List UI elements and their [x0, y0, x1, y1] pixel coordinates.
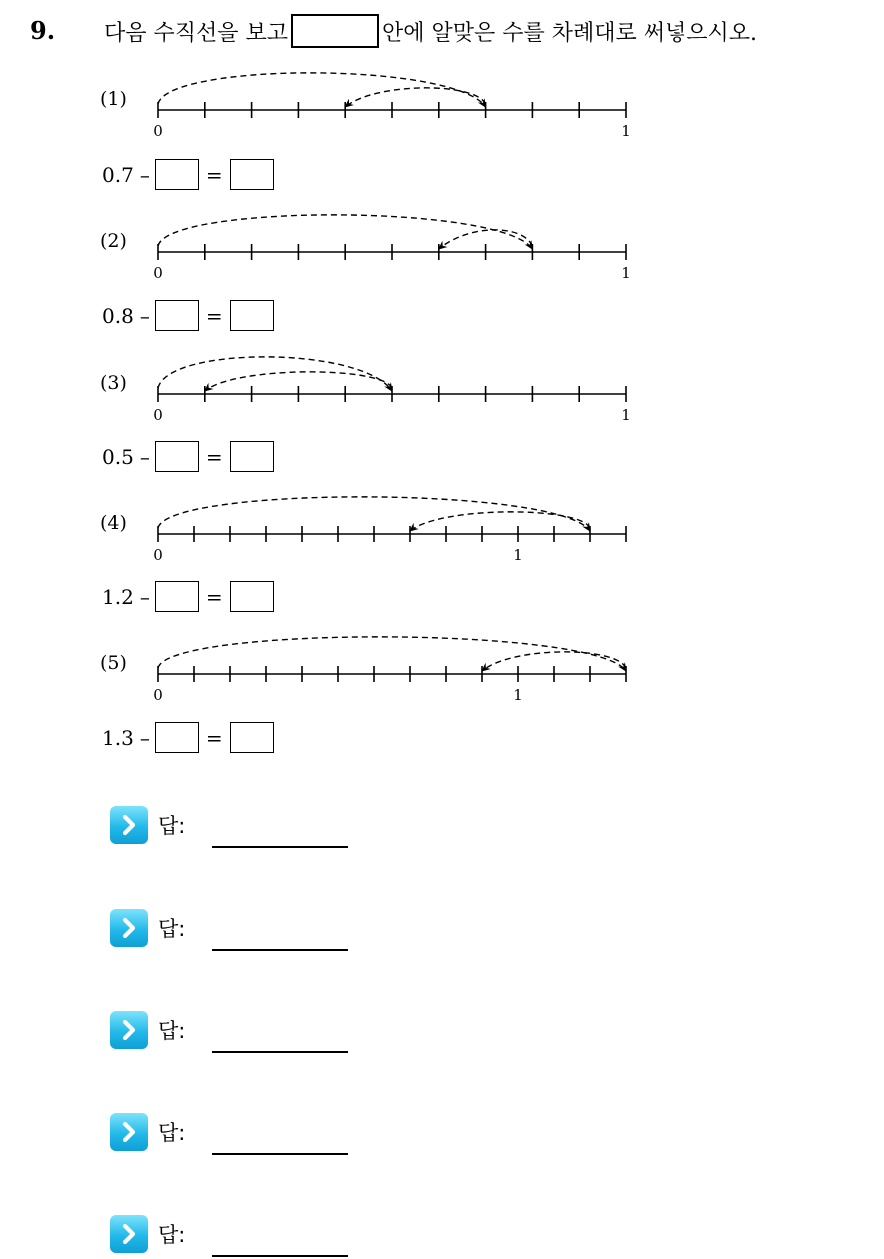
chevron-right-icon: [110, 1011, 148, 1049]
jump-arc-backward: [345, 88, 485, 107]
tick-label: 1: [621, 406, 631, 424]
answer-blank-line[interactable]: [212, 1153, 348, 1155]
problem-label: (2): [100, 230, 127, 252]
tick-label: 0: [153, 686, 163, 704]
answer-blank-line[interactable]: [212, 949, 348, 951]
jump-arc-forward: [158, 497, 590, 531]
tick-label: 1: [513, 686, 523, 704]
number-line-svg: [150, 200, 634, 300]
problem-label: (4): [100, 512, 127, 534]
equals-sign: =: [205, 162, 223, 187]
equation-start-value: 1.2: [102, 584, 134, 609]
jump-arc-forward: [158, 73, 486, 107]
tick-label: 0: [153, 122, 163, 140]
answer-label: 답:: [158, 1019, 186, 1043]
number-line-svg: [150, 342, 634, 442]
answer-label: 답:: [158, 1223, 186, 1247]
answer-box-subtrahend[interactable]: [155, 441, 199, 472]
equals-sign: =: [205, 584, 223, 609]
equals-sign: =: [205, 444, 223, 469]
number-line-svg: [150, 482, 634, 582]
blank-box-example: [291, 14, 379, 48]
answer-row: [110, 909, 185, 947]
problem-label: (3): [100, 372, 127, 394]
answer-row: [110, 1011, 185, 1049]
equation-start-value: 0.7: [102, 162, 134, 187]
minus-sign: –: [139, 584, 150, 609]
question-number: 9.: [30, 16, 56, 45]
prompt-text-after: 안에 알맞은 수를 차례대로 써넣으시오.: [382, 21, 758, 46]
answer-label: 답:: [158, 917, 186, 941]
number-line-svg: [150, 622, 634, 722]
answer-blank-line[interactable]: [212, 1255, 348, 1257]
answer-blank-line[interactable]: [212, 846, 348, 848]
answer-box-subtrahend[interactable]: [155, 300, 199, 331]
chevron-right-icon: [110, 1215, 148, 1253]
problem-label: (1): [100, 88, 127, 110]
chevron-right-icon: [110, 909, 148, 947]
minus-sign: –: [139, 162, 150, 187]
equation-row: [102, 581, 274, 612]
prompt-text-before: 다음 수직선을 보고: [104, 21, 289, 46]
minus-sign: –: [139, 444, 150, 469]
answer-box-result[interactable]: [230, 581, 274, 612]
jump-arc-forward: [158, 637, 626, 671]
answer-label: 답:: [158, 814, 186, 838]
number-line: [150, 58, 634, 158]
tick-label: 1: [513, 546, 523, 564]
answer-box-subtrahend[interactable]: [155, 581, 199, 612]
answer-box-result[interactable]: [230, 441, 274, 472]
equation-row: [102, 441, 274, 472]
equals-sign: =: [205, 725, 223, 750]
answer-blank-line[interactable]: [212, 1051, 348, 1053]
number-line-svg: [150, 58, 634, 158]
number-line: [150, 200, 634, 300]
question-prompt: [104, 16, 757, 51]
number-line: [150, 342, 634, 442]
answer-box-subtrahend[interactable]: [155, 159, 199, 190]
tick-label: 0: [153, 264, 163, 282]
answer-label: 답:: [158, 1121, 186, 1145]
tick-label: 0: [153, 546, 163, 564]
answer-box-result[interactable]: [230, 722, 274, 753]
equation-start-value: 0.5: [102, 444, 134, 469]
answer-box-result[interactable]: [230, 300, 274, 331]
tick-label: 1: [621, 264, 631, 282]
equation-start-value: 1.3: [102, 725, 134, 750]
chevron-right-icon: [110, 806, 148, 844]
answer-row: [110, 1215, 185, 1253]
chevron-right-icon: [110, 1113, 148, 1151]
answer-box-result[interactable]: [230, 159, 274, 190]
answer-row: [110, 1113, 185, 1151]
answer-box-subtrahend[interactable]: [155, 722, 199, 753]
equation-row: [102, 722, 274, 753]
equals-sign: =: [205, 303, 223, 328]
number-line: [150, 482, 634, 582]
minus-sign: –: [139, 725, 150, 750]
number-line: [150, 622, 634, 722]
minus-sign: –: [139, 303, 150, 328]
problem-label: (5): [100, 652, 127, 674]
tick-label: 1: [621, 122, 631, 140]
jump-arc-backward: [410, 512, 590, 531]
equation-start-value: 0.8: [102, 303, 134, 328]
tick-label: 0: [153, 406, 163, 424]
answer-row: [110, 806, 185, 844]
equation-row: [102, 159, 274, 190]
equation-row: [102, 300, 274, 331]
